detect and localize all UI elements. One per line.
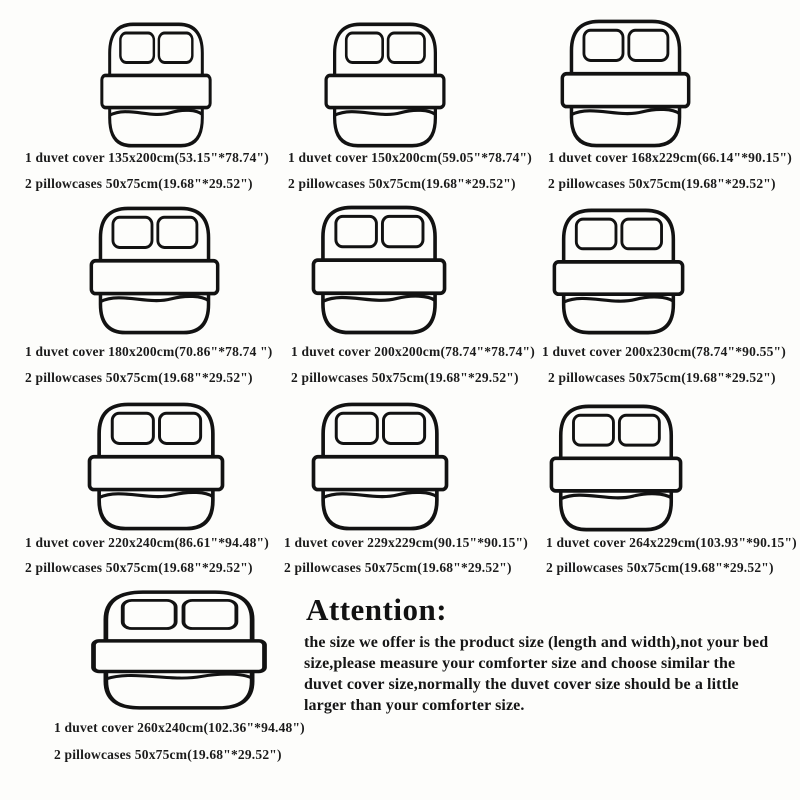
bed-diagram-168x229 <box>559 17 692 150</box>
pillowcase-size-label: 2 pillowcases 50x75cm(19.68"*29.52") <box>25 370 253 385</box>
bed-diagram-200x230 <box>551 206 686 337</box>
pillowcase-size-label: 2 pillowcases 50x75cm(19.68"*29.52") <box>548 176 776 191</box>
pillowcase-size-label: 2 pillowcases 50x75cm(19.68"*29.52") <box>25 176 253 191</box>
duvet-size-label: 1 duvet cover 220x240cm(86.61"*94.48") <box>25 535 269 550</box>
bed-diagram-264x229 <box>548 402 684 534</box>
pillowcase-size-label: 2 pillowcases 50x75cm(19.68"*29.52") <box>291 370 519 385</box>
duvet-size-label: 1 duvet cover 150x200cm(59.05"*78.74") <box>288 150 532 165</box>
duvet-size-label: 1 duvet cover 260x240cm(102.36"*94.48") <box>54 720 305 735</box>
bed-diagram-220x240 <box>86 400 226 533</box>
attention-line: duvet cover size,normally the duvet cover size should be a little <box>304 676 739 693</box>
bed-diagram-135x200 <box>99 20 213 150</box>
attention-line: the size we offer is the product size (length and width),not your bed <box>304 634 769 651</box>
pillowcase-size-label: 2 pillowcases 50x75cm(19.68"*29.52") <box>25 560 253 575</box>
duvet-size-label: 1 duvet cover 229x229cm(90.15"*90.15") <box>284 535 528 550</box>
pillowcase-size-label: 2 pillowcases 50x75cm(19.68"*29.52") <box>546 560 774 575</box>
attention-note <box>304 592 800 716</box>
pillowcase-size-label: 2 pillowcases 50x75cm(19.68"*29.52") <box>284 560 512 575</box>
attention-line: larger than your comforter size. <box>304 697 525 714</box>
pillowcase-size-label: 2 pillowcases 50x75cm(19.68"*29.52") <box>548 370 776 385</box>
duvet-size-label: 1 duvet cover 200x230cm(78.74"*90.55") <box>542 344 786 359</box>
duvet-size-label: 1 duvet cover 200x200cm(78.74"*78.74") <box>291 344 535 359</box>
duvet-size-label: 1 duvet cover 180x200cm(70.86"*78.74 ") <box>25 344 273 359</box>
bed-diagram-180x200 <box>88 204 221 337</box>
duvet-size-label: 1 duvet cover 135x200cm(53.15"*78.74") <box>25 150 269 165</box>
bed-diagram-150x200 <box>323 20 447 150</box>
duvet-size-label: 1 duvet cover 264x229cm(103.93"*90.15") <box>546 535 797 550</box>
bed-diagram-229x229 <box>310 400 450 533</box>
pillowcase-size-label: 2 pillowcases 50x75cm(19.68"*29.52") <box>288 176 516 191</box>
pillowcase-size-label: 2 pillowcases 50x75cm(19.68"*29.52") <box>54 747 282 762</box>
bed-diagram-200x200 <box>310 203 448 337</box>
bed-diagram-260x240 <box>89 588 269 712</box>
duvet-size-label: 1 duvet cover 168x229cm(66.14"*90.15") <box>548 150 792 165</box>
attention-line: size,please measure your comforter size and choose similar the <box>304 655 736 672</box>
attention-title: Attention: <box>306 592 448 627</box>
